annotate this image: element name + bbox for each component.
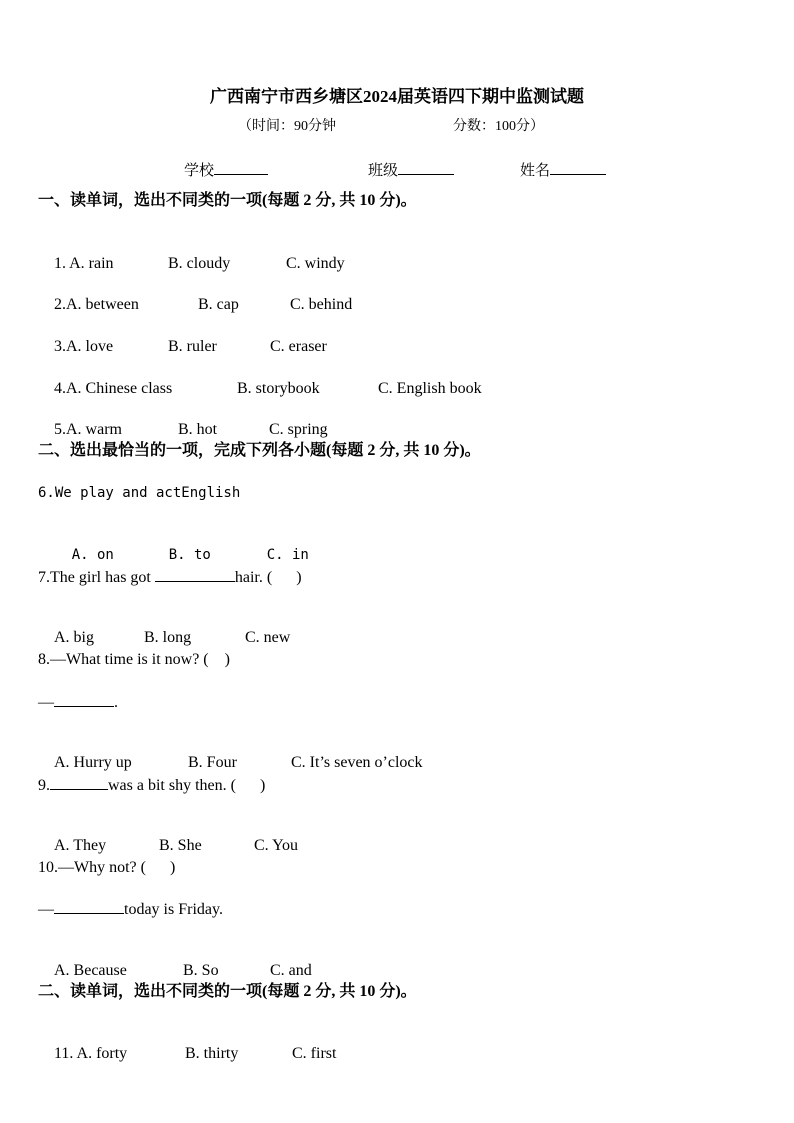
class-blank[interactable] xyxy=(398,160,454,175)
question-9-options: A. They B. She C. You xyxy=(54,837,299,854)
exam-title: 广西南宁市西乡塘区2024届英语四下期中监测试题 xyxy=(210,87,584,106)
name-field: 姓名 xyxy=(520,160,606,181)
question-10-stem: 10.—Why not? ( ) xyxy=(38,859,176,876)
section-heading: 二、选出最恰当的一项，完成下列各小题(每题 2 分, 共 10 分)。 xyxy=(38,442,481,459)
school-blank[interactable] xyxy=(214,160,268,175)
answer-blank[interactable] xyxy=(50,775,108,790)
section-heading: 一、读单词，选出不同类的一项(每题 2 分, 共 10 分)。 xyxy=(38,192,417,209)
score-label: 分数：100分） xyxy=(453,119,544,134)
section-heading: 二、读单词，选出不同类的一项(每题 2 分, 共 10 分)。 xyxy=(38,983,417,1000)
question-2: 2.A. between B. cap C. behind xyxy=(54,296,353,313)
question-8-options: A. Hurry up B. Four C. It’s seven o’clock xyxy=(54,754,423,771)
answer-blank[interactable] xyxy=(155,567,235,582)
class-field: 班级 xyxy=(368,160,454,181)
question-5: 5.A. warm B. hot C. spring xyxy=(54,421,328,438)
exam-meta xyxy=(238,117,544,137)
answer-blank[interactable] xyxy=(54,692,114,707)
question-1: 1. A. rain B. cloudy C. windy xyxy=(54,255,345,272)
school-field: 学校 xyxy=(184,160,268,181)
question-4: 4.A. Chinese class B. storybook C. English book xyxy=(54,380,482,397)
question-3: 3.A. love B. ruler C. eraser xyxy=(54,338,327,355)
time-label: （时间：90分钟 xyxy=(238,119,336,134)
question-11: 11. A. forty B. thirty C. first xyxy=(54,1045,337,1062)
question-8-answer: — . xyxy=(38,694,118,711)
question-10-answer: — today is Friday. xyxy=(38,901,223,918)
question-10-options: A. Because B. So C. and xyxy=(54,962,312,979)
question-6-stem: 6.We play and actEnglish xyxy=(38,485,241,501)
question-7-options: A. big B. long C. new xyxy=(54,629,291,646)
name-blank[interactable] xyxy=(550,160,606,175)
question-9-stem: 9. was a bit shy then. ( ) xyxy=(38,777,266,794)
answer-blank[interactable] xyxy=(54,899,124,914)
question-8-stem: 8.—What time is it now? ( ) xyxy=(38,651,230,668)
question-7-stem: 7.The girl has got hair. ( ) xyxy=(38,569,302,586)
question-6-options: A. on B. to C. in xyxy=(71,547,309,563)
